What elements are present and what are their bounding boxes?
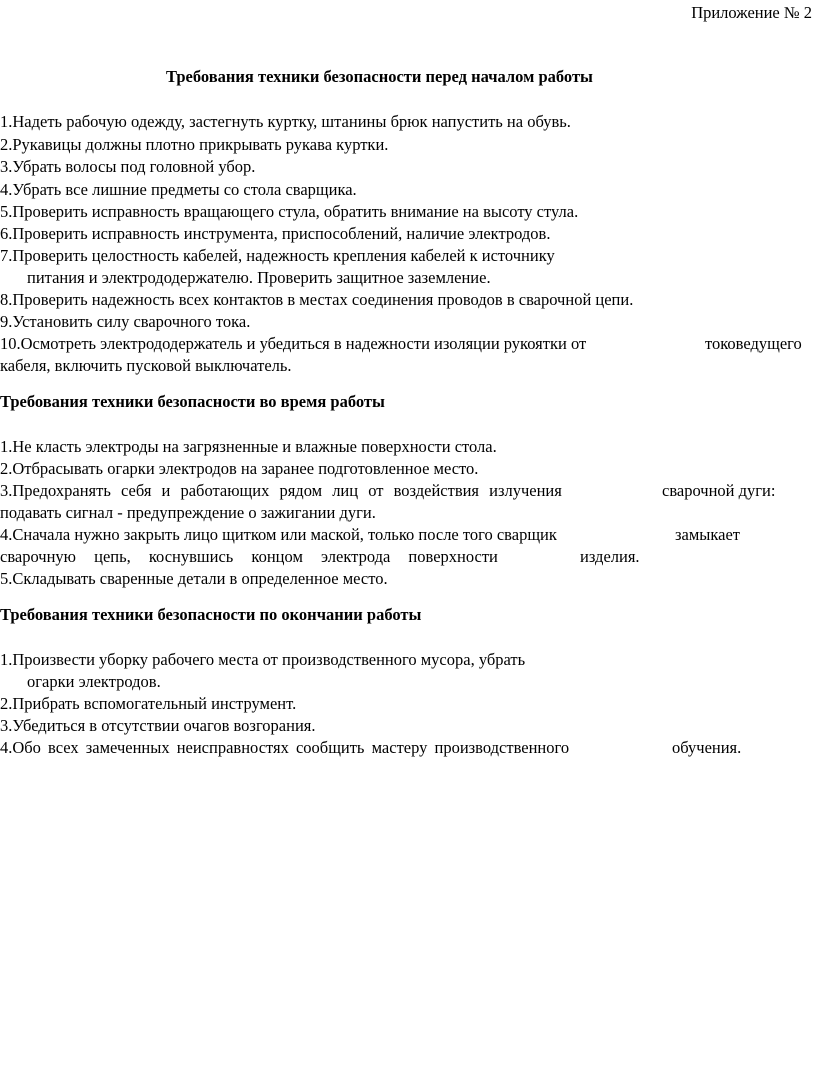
section-1-item: 6.Проверить исправность инструмента, приспособлений, наличие электродов.: [0, 224, 551, 243]
section-1-item-tail: токоведущего: [705, 334, 802, 353]
section-1-item: 4.Убрать все лишние предметы со стола сварщика.: [0, 180, 357, 199]
section-2-item: 3.Предохранять себя и работающих рядом лиц от воздействия излучения: [0, 481, 562, 500]
section-1-item: 3.Убрать волосы под головной убор.: [0, 157, 256, 176]
section-3-title: Требования техники безопасности по окончании работы: [0, 605, 422, 624]
section-2-item: 2.Отбрасывать огарки электродов на заранее подготовленное место.: [0, 459, 479, 478]
section-2-item: 1.Не класть электроды на загрязненные и влажные поверхности стола.: [0, 437, 497, 456]
section-1-item-continuation: питания и электрододержателю. Проверить защитное заземление.: [27, 268, 491, 287]
section-2-item-tail: изделия.: [580, 547, 640, 566]
section-2-item-tail: замыкает: [675, 525, 740, 544]
section-1-title: Требования техники безопасности перед началом работы: [166, 67, 593, 86]
section-2-item-continuation: подавать сигнал - предупреждение о зажигании дуги.: [0, 503, 376, 522]
section-2-item-tail: сварочной дуги:: [662, 481, 776, 500]
section-3-item: 3.Убедиться в отсутствии очагов возгорания.: [0, 716, 316, 735]
section-1-item: 9.Установить силу сварочного тока.: [0, 312, 251, 331]
section-1-item: 1.Надеть рабочую одежду, застегнуть куртку, штанины брюк напустить на обувь.: [0, 112, 571, 131]
section-1-item-continuation: кабеля, включить пусковой выключатель.: [0, 356, 292, 375]
appendix-label: Приложение № 2: [691, 3, 812, 22]
section-2-title: Требования техники безопасности во время работы: [0, 392, 385, 411]
section-3-item-tail: обучения.: [672, 738, 742, 757]
section-3-item: 2.Прибрать вспомогательный инструмент.: [0, 694, 297, 713]
section-1-item: 8.Проверить надежность всех контактов в местах соединения проводов в сварочной цепи.: [0, 290, 634, 309]
section-1-item: 10.Осмотреть электрододержатель и убедиться в надежности изоляции рукоятки от: [0, 334, 587, 353]
section-3-item: 1.Произвести уборку рабочего места от производственного мусора, убрать: [0, 650, 526, 669]
section-1-item: 7.Проверить целостность кабелей, надежность крепления кабелей к источнику: [0, 246, 555, 265]
section-3-item-continuation: огарки электродов.: [27, 672, 161, 691]
section-2-item: 4.Сначала нужно закрыть лицо щитком или маской, только после того сварщик: [0, 525, 557, 544]
section-2-item-continuation: сварочную цепь, коснувшись концом электрода поверхности: [0, 547, 498, 566]
section-1-item: 2.Рукавицы должны плотно прикрывать рукава куртки.: [0, 135, 389, 154]
section-1-item: 5.Проверить исправность вращающего стула, обратить внимание на высоту стула.: [0, 202, 579, 221]
section-3-item: 4.Обо всех замеченных неисправностях сообщить мастеру производственного: [0, 738, 570, 757]
section-2-item: 5.Складывать сваренные детали в определенное место.: [0, 569, 388, 588]
